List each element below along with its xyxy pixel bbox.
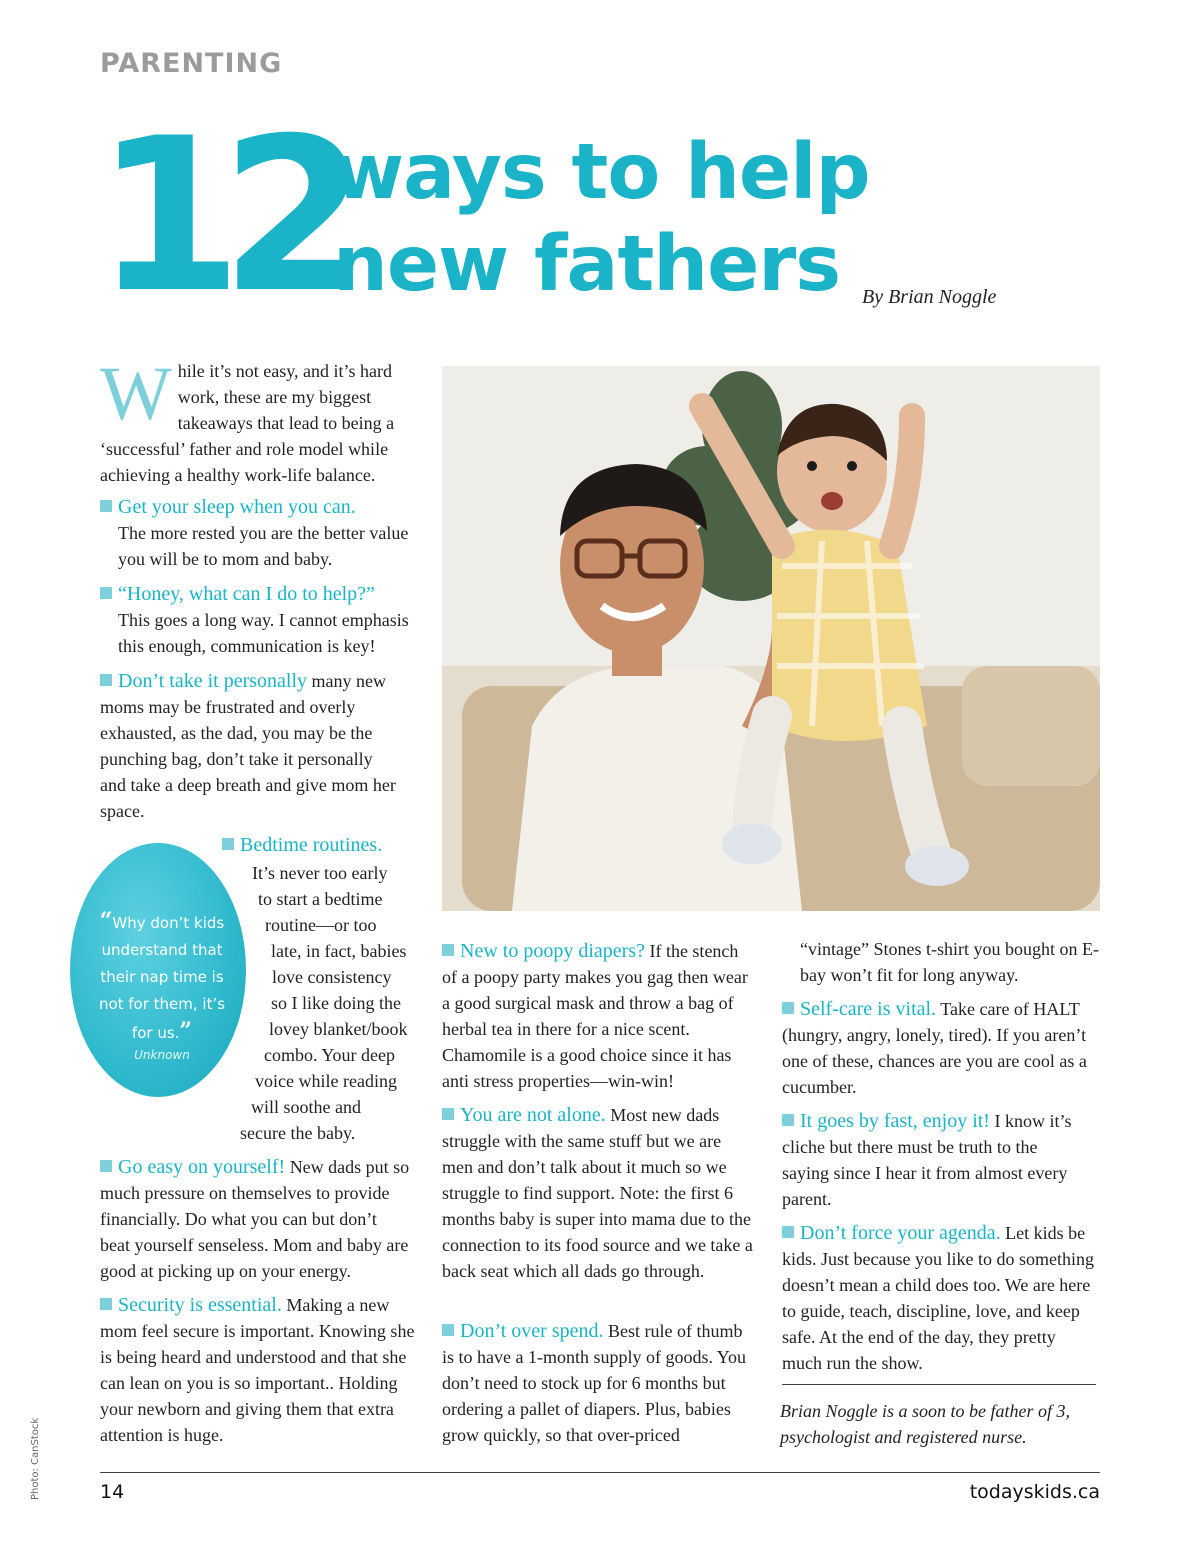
title-number: 12 xyxy=(95,92,347,339)
page-number: 14 xyxy=(100,1481,125,1503)
tip-alone xyxy=(442,1102,756,1284)
tip-body: New dads put so much pressure on themselves to provide financially. Do what you can but don’t beat yourself senseless. Mom and baby are good at picking up on your energy. xyxy=(100,1157,410,1281)
bullet-square-icon xyxy=(782,1226,794,1238)
tip-spend xyxy=(442,1318,756,1448)
bullet-square-icon xyxy=(100,587,112,599)
tip-body: Best rule of thumb is to have a 1-month supply of goods. You don’t need to stock up for 6 months but ordering a pallet of diapers. Plus, babies grow quickly, so that over-priced xyxy=(442,1321,747,1445)
drop-cap: W xyxy=(100,352,172,436)
bedtime-line: to start a bedtime xyxy=(258,889,383,909)
photo-illustration xyxy=(442,366,1100,911)
tip-body: I know it’s cliche but there must be truth to the saying since I hear it from almost every parent. xyxy=(782,1111,1072,1209)
tip-diapers xyxy=(442,938,756,1094)
tip-spend-continued: “vintage” Stones t-shirt you bought on E-bay won’t fit for long anyway. xyxy=(800,939,1099,985)
author-note-divider xyxy=(782,1384,1096,1385)
bullet-square-icon xyxy=(100,1160,112,1172)
tip-heading: Go easy on yourself! xyxy=(118,1156,286,1178)
bullet-square-icon xyxy=(100,500,112,512)
tip-body: Most new dads struggle with the same stuff but we are men and don’t talk about it much so we struggle to find support. Note: the first 6 months baby is super into mama due to the connection to its food source and we take a back seat which all dads go through. xyxy=(442,1105,753,1281)
tip-heading: New to poopy diapers? xyxy=(460,940,645,962)
title-line-1: ways to help xyxy=(333,128,870,217)
section-label: PARENTING xyxy=(100,48,283,79)
father-baby-photo xyxy=(442,366,1100,911)
bedtime-line: love consistency xyxy=(272,967,392,987)
pull-quote-author: Unknown xyxy=(134,1048,190,1062)
bedtime-line: voice while reading xyxy=(255,1071,397,1091)
tip-sleep xyxy=(100,494,410,572)
byline: By Brian Noggle xyxy=(862,286,997,308)
bullet-square-icon xyxy=(222,838,234,850)
site-url: todayskids.ca xyxy=(969,1481,1100,1503)
bedtime-line: late, in fact, babies xyxy=(271,941,407,961)
tip-body: Take care of HALT (hungry, angry, lonely, tired). If you aren’t one of these, chances are you are cool as a cucumber. xyxy=(782,999,1087,1097)
bedtime-line: will soothe and xyxy=(251,1097,361,1117)
tip-body: Let kids be kids. Just because you like to do something doesn’t mean a child does too. We are here to guide, teach, discipline, love, and keep safe. At the end of the day, they pretty much run the show. xyxy=(782,1223,1094,1373)
title-line-2: new fathers xyxy=(333,220,841,309)
footer-divider xyxy=(100,1472,1100,1473)
tip-heading: Don’t take it personally xyxy=(118,670,308,692)
author-note: Brian Noggle is a soon to be father of 3, psychologist and registered nurse. xyxy=(780,1401,1070,1447)
tip-easy xyxy=(100,1154,410,1284)
bullet-square-icon xyxy=(442,1324,454,1336)
tip-heading: You are not alone. xyxy=(460,1104,606,1126)
tip-personal xyxy=(100,668,400,824)
tip-heading: It goes by fast, enjoy it! xyxy=(800,1110,990,1132)
tip-body: many new moms may be frustrated and overly exhausted, as the dad, you may be the punching bag, don’t take it personally and take a deep breath and give mom her space. xyxy=(100,671,396,821)
tip-body: Making a new mom feel secure is important. Knowing she is being heard and understood and that she can lean on you is so important.. Holding your newborn and giving them that extra attention is huge. xyxy=(100,1295,415,1445)
tip-security xyxy=(100,1292,418,1448)
tip-heading: Self-care is vital. xyxy=(800,998,937,1020)
bullet-square-icon xyxy=(782,1002,794,1014)
tip-heading: Bedtime routines. xyxy=(240,834,383,856)
close-quote-icon: ” xyxy=(179,1018,193,1044)
bedtime-line: secure the baby. xyxy=(240,1123,356,1143)
tip-bedtime-heading xyxy=(222,832,382,858)
bullet-square-icon xyxy=(782,1114,794,1126)
bedtime-line: It’s never too early xyxy=(252,863,388,883)
bullet-square-icon xyxy=(100,1298,112,1310)
bullet-square-icon xyxy=(442,944,454,956)
tip-body: If the stench of a poopy party makes you gag then wear a good surgical mask and throw a bag of herbal tea in there for a nice scent. Chamomile is a good choice since it has anti stress properties—win-win! xyxy=(442,941,748,1091)
tip-selfcare xyxy=(782,996,1100,1100)
tip-heading: “Honey, what can I do to help?” xyxy=(118,583,375,605)
photo-credit: Photo: CanStock xyxy=(30,1417,41,1500)
bullet-square-icon xyxy=(442,1108,454,1120)
bedtime-line: routine—or too xyxy=(265,915,377,935)
bedtime-line: lovey blanket/book xyxy=(269,1019,408,1039)
open-quote-icon: “ xyxy=(99,908,113,934)
bedtime-line: combo. Your deep xyxy=(264,1045,395,1065)
intro-text: hile it’s not easy, and it’s hard work, these are my biggest takeaways that lead to being a ‘successful’ father and role model while achieving a healthy work-life balance. xyxy=(100,361,395,485)
bedtime-line: so I like doing the xyxy=(271,993,401,1013)
tip-heading: Don’t over spend. xyxy=(460,1320,604,1342)
pull-quote-text: Why don’t kids understand that their nap time is not for them, it’s for us. xyxy=(98,914,226,1042)
tip-body: This goes a long way. I cannot emphasis this enough, communication is key! xyxy=(118,610,409,656)
tip-heading: Get your sleep when you can. xyxy=(118,496,356,518)
tip-fast xyxy=(782,1108,1082,1212)
tip-heading: Security is essential. xyxy=(118,1294,282,1316)
bullet-square-icon xyxy=(100,674,112,686)
tip-honey xyxy=(100,581,410,659)
pull-quote xyxy=(92,908,232,1047)
tip-heading: Don’t force your agenda. xyxy=(800,1222,1001,1244)
intro-paragraph xyxy=(100,352,400,488)
tip-body: The more rested you are the better value you will be to mom and baby. xyxy=(118,523,409,569)
tip-agenda xyxy=(782,1220,1100,1376)
